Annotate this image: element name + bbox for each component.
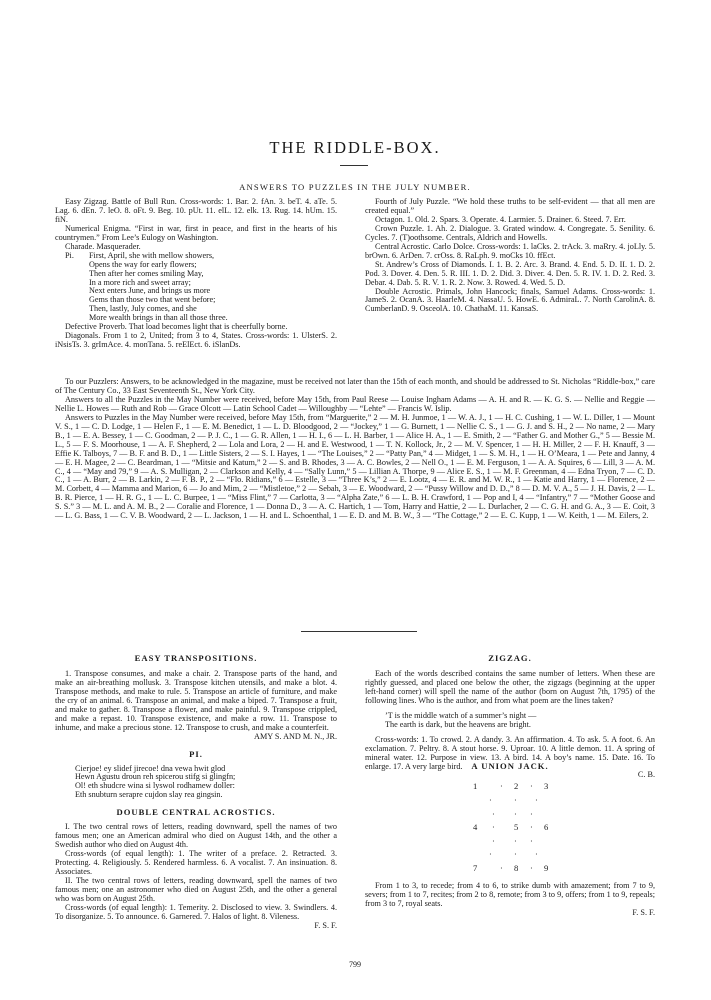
double-central-heading: DOUBLE CENTRAL ACROSTICS.	[116, 807, 276, 818]
double-central-crosswords-1: Cross-words (of equal length): 1. The writer of a preface. 2. Retracted. 3. Protecting. 4. Religiously. 5. Rendered harmless. 6. A vocalist. 7. An insinuation. 8. Associates.	[55, 849, 337, 877]
answer-double-acrostic: Double Acrostic. Primals, John Hancock; finals, Samuel Adams. Cross-words: 1. JameS. 2. OcanA. 3. HaarleM. 4. NassaU. 5. HowE. 6. AdmiraL. 7. North CarolinA. 8. CumberlanD. 9. OsceolA. 10. ChathaM. 11. KansaS.	[365, 286, 655, 314]
star-number-3: 3	[544, 781, 549, 791]
answer-defective-proverb: Defective Proverb. That load becomes light that is cheerfully borne.	[65, 322, 288, 332]
poem-line: Next enters June, and brings us more	[89, 286, 211, 296]
poem-line: Gems than those two that went before;	[89, 295, 216, 305]
notice-may-all-answers: Answers to all the Puzzles in the May Number were received, before May 15th, from Paul Reese — Louise Ingham Adams — A. H. and R. — K. G. S. — Nellie and Reggie — Nellie L. Howes — Ruth and Rob — Grace Olcott — Latin School Cadet — Willoughby — “Lehte” — Francis W. Islip.	[55, 394, 655, 413]
answer-central-acrostic: Central Acrostic. Carlo Dolce. Cross-words: 1. laCks. 2. trAck. 3. maRry. 4. joLly. 5. brOwn. 6. ArDen. 7. crOss. 8. RaLph. 9. moCks 10. ffEct.	[365, 241, 655, 260]
quote-line: ’T is the middle watch of a summer’s night —	[385, 710, 537, 720]
double-central-part-2: II. The two central rows of letters, reading downward, spell the names of two famous men; one an astronomer who died on August 25th, and the other a general who was born on August 25th.	[55, 876, 337, 903]
star-number-6: 6	[544, 822, 549, 832]
answer-fourth-of-july: Fourth of July Puzzle. “We hold these truths to be self-evident — that all men are created equal.”	[365, 197, 655, 215]
notice-may-answers: Answers to Puzzles in the May Number were received, before May 15th, from “Marguerite,” 2 — M. H. Junmoe, 1 — W. A. J., 1 — H. C. Cushing, 1 — W. L. Diller, 1 — Mount V. S., 1 — C. D. Lodge, 1 — Helen F., 1 — E. M. Benedict, 1 — L. D. Bloodgood, 2 — “Jockey,” 1 — G. Burnett, 1 — Nellie C. S., 1 — G. J. and S. H., 2 — No name, 2 — Mary B., 1 — E. A. Bessey, 1 — C. Goodman, 2 — P. J. C., 1 — G. R. Allen, 1 — H. I., 6 — L. H. Barber, 1 — Alice H. A., 1 — E. Smith, 2 — “Father G. and Mother G.,” 5 — Bessie M. L., 5 — F. S. Moorhouse, 1 — A. F. Shepherd, 2 — Lola and Lora, 2 — H. and E. Westwood, 1 — T. N. Kollock, Jr., 2 — M. V. Spencer, 1 — H. H. Miller, 2 — F. H. Knauff, 3 — Effie K. Talboys, 7 — B. F. and B. D., 1 — Little Sisters, 2 — S. I. Hayes, 1 — “The Louises,” 2 — “Patty Pan,” 4 — Midget, 1 — S. M. H., 1 — H. O’Meara, 1 — Pete and Janny, 4 — E. H. Magee, 2 — C. Beardman, 1 — “Mitsie and Katum,” 2 — S. and B. Rhodes, 3 — A. C. Bowles, 2 — Nell O., 1 — E. M. Ferguson, 1 — A. A. Squires, 6 — Lill, 3 — A. M. C., 4 — “May and 79,” 9 — A. S. Mulligan, 2 — Clarkson and Kelly, 4 — “Sally Lunn,” 5 — Lillian A. Thorpe, 9 — Alice E. S., 1 — M. F. Greenman, 4 — Edna Tryon, 7 — C. D. C., 1 — A. Burr, 2 — B. Larkin, 2 — F. B. P., 2 — “Flo. Ridians,” 6 — Estelle, 3 — “Three K’s,” 2 — E. Lootz, 4 — E. R. and M. W. R., 1 — Katie and Harry, 1 — Florence, 2 — M. Corbett, 4 — Mamma and Marion, 6 — Jo and Mim, 2 — “Mistletoe,” 2 — Sebah, 3 — E. Woodward, 2 — “Pussy Willow and D. D.,” 8 — D. M. V. A., 5 — J. H. Davis, 2 — L. B. R. Pierce, 1 — H. R. G., 1 — L. C. Burpee, 1 — “Miss Flint,” 7 — Carlotta, 3 — “Alpha Zate,” 6 — L. B. H. Crawford, 1 — Pop and I, 4 — “Infantry,” 7 — “Mother Goose and S. S.” 3 — M. L. and A. M. B., 2 — Coralie and Florence, 1 — Donna D., 3 — A. C. Hartich, 1 — Tom, Harry and Hattie, 2 — L. Durlacher, 2 — C. G. H. and G. A., 3 — E. Coit, 3 — L. G. Bass, 1 — C. V. B. Woodward, 2 — L. Jackson, 1 — H. and L. Schoenthal, 1 — E. D. and M. B. W., 3 — “The Cottage,” 2 — E. C. Kupp, 1 — W. Keith, 1 — M. Eilers, 2.	[55, 412, 655, 521]
answers-heading: ANSWERS TO PUZZLES IN THE JULY NUMBER.	[239, 182, 471, 192]
page-title: THE RIDDLE-BOX.	[269, 138, 441, 157]
union-jack-signature: F. S. F.	[632, 907, 655, 917]
pi-puzzle-lines	[55, 765, 337, 801]
poem-line: Then, lastly, July comes, and she	[89, 304, 197, 314]
title-rule	[340, 165, 368, 166]
answers-left-column	[55, 198, 337, 350]
star-number-5: 5	[514, 822, 519, 832]
transpositions-heading: EASY TRANSPOSITIONS.	[134, 653, 258, 663]
poem-line: Opens the way for early flowers;	[89, 259, 197, 269]
double-central-part-1: I. The two central rows of letters, reading downward, spell the names of two famous men; one an American admiral who died on August 14th, and the other a Swedish author who died on August 4th.	[55, 822, 337, 850]
answer-diagonals: Diagonals. From 1 to 2, United; from 3 to 4, States. Cross-words: 1. UlsterS. 2. iNsisTs. 3. grImAce. 4. monTana. 5. reElEct. 6. iSlanDs.	[55, 331, 337, 350]
poem-line: In a more rich and sweet array;	[89, 277, 191, 287]
double-central-crosswords-2: Cross-words (of equal length): 1. Temerity. 2. Disclosed to view. 3. Swindlers. 4. To disorganize. 5. To announce. 6. Garnered. 7. Halos of light. 8. Vileness.	[55, 902, 337, 921]
answer-crown-puzzle: Crown Puzzle. 1. Ah. 2. Dialogue. 3. Grated window. 4. Congregate. 5. Senility. 6. Cycles. 7. (T)oothsome. Centrals, Aldrich and Howells.	[365, 223, 655, 242]
zigzag-signature: C. B.	[637, 770, 655, 780]
union-jack-body: From 1 to 3, to recede; from 4 to 6, to strike dumb with amazement; from 7 to 9, severs; from 1 to 7, recites; from 2 to 8, remote; from 3 to 9, offers; from 1 to 9, repeals; from 3 to 7, royal seats.	[365, 881, 655, 908]
answer-numerical-enigma: Numerical Enigma. “First in war, first in peace, and first in the hearts of his countrymen.” From Lee’s Eulogy on Washington.	[55, 223, 337, 242]
double-central-signature: F. S. F.	[314, 920, 337, 930]
puzzles-left-column	[55, 654, 337, 931]
star-number-7: 7	[473, 863, 478, 873]
pi-line: Cierjoe! ey slidef jirecoe! dna vewa hwit glod	[75, 763, 226, 773]
union-jack-text	[365, 882, 655, 918]
magazine-page: THE RIDDLE-BOX. ANSWERS TO PUZZLES IN THE JULY NUMBER. Easy Zigzag. Battle of Bull Run. Cross-words: 1. Bar. 2. fAn. 3. beT. 4. aTe. 5. Lag. 6. dEn. 7. leO. 8. oFt. 9. Beg. 10. pUt. 11. elL. 12. elk. 13. Rug. 14. hUm. 15. fiN. Numerical Enigma. “First in war, first in peace, and first in the hearts of his countrymen.” From Lee’s Eulogy on Washington. Charade. Masquerader. Pi. First, April, she with mellow showers, Opens the way for early flowers; Then after her comes smiling May, In a more rich and sweet array; Next enters June, and brings us more Gems than those two that went before; Then, lastly, July comes, and she More wealth brings in than all those three. Defective Proverb. That load becomes light that is cheerfully borne. Diagonals. From 1 to 2, United; from 3 to 4, States. Cross-words: 1. UlsterS. 2. iNsisTs. 3. grImAce. 4. monTana. 5. reElEct. 6. iSlanDs. Fourth of July Puzzle. “We hold these truths to be self-evident — that all men are created equal.” Octagon. 1. Old. 2. Spars. 3. Operate. 4. Larmier. 5. Drainer. 6. Steed. 7. Err. Crown Puzzle. 1. Ah. 2. Dialogue. 3. Grated window. 4. Congregate. 5. Senility. 6. Cycles. 7. (T)oothsome. Centrals, Aldrich and Howells. Central Acrostic. Carlo Dolce. Cross-words: 1. laCks. 2. trAck. 3. maRry. 4. joLly. 5. brOwn. 6. ArDen. 7. crOss. 8. RaLph. 9. moCks 10. ffEct. St. Andrew’s Cross of Diamonds. I. 1. B. 2. Arc. 3. Brand. 4. End. 5. D. II. 1. D. 2. Pod. 3. Dover. 4. Den. 5. R. III. 1. D. 2. Did. 3. Diver. 4. Den. 5. R. IV. 1. D. 2. Red. 3. Debar. 4. Dab. 5. R. V. 1. R. 2. Now. 3. Rowed. 4. Wed. 5. D. Double Acrostic. Primals, John Hancock; finals, Samuel Adams. Cross-words: 1. JameS. 2. OcanA. 3. HaarleM. 4. NassaU. 5. HowE. 6. AdmiraL. 7. North CarolinA. 8. CumberlanD. 9. OsceolA. 10. ChathaM. 11. KansaS. To our Puzzlers: Answers, to be acknowledged in the magazine, must be received not later than the 15th of each month, and should be addressed to St. Nicholas “Riddle-box,” care of The Century Co., 33 East Seventeenth St., New York City. Answers to all the Puzzles in the May Number were received, before May 15th, from Paul Reese — Louise Ingham Adams — A. H. and R. — K. G. S. — Nellie and Reggie — Nellie L. Howes — Ruth and Rob — Grace Olcott — Latin School Cadet — Willoughby — “Lehte” — Francis W. Islip. Answers to Puzzles in the May Number were received, before May 15th, from “Marguerite,” 2 — M. H. Junmoe, 1 — W. A. J., 1 — H. C. Cushing, 1 — W. L. Diller, 1 — Mount V. S., 1 — C. D. Lodge, 1 — Helen F., 1 — E. M. Benedict, 1 — L. D. Bloodgood, 2 — “Jockey,” 1 — G. Burnett, 1 — Nellie C. S., 1 — G. J. and S. H., 2 — No name, 2 — Mary B., 1 — E. A. Bessey, 1 — C. Goodman, 2 — P. J. C., 1 — G. R. Allen, 1 — H. I., 6 — L. H. Barber, 1 — Alice H. A., 1 — E. Smith, 2 — “Father G. and Mother G.,” 5 — Bessie M. L., 5 — F. S. Moorhouse, 1 — A. F. Shepherd, 2 — Lola and Lora, 2 — H. and E. Westwood, 1 — T. N. Kollock, Jr., 2 — M. V. Spencer, 1 — H. H. Miller, 2 — F. H. Knauff, 3 — Effie K. Talboys, 7 — B. F. and B. D., 1 — Little Sisters, 2 — S. I. Hayes, 1 — “The Louises,” 2 — “Patty Pan,” 4 — Midget, 1 — S. M. H., 1 — H. O’Meara, 1 — Pete and Janny, 4 — E. H. Magee, 2 — C. Beardman, 1 — “Mitsie and Katum,” 2 — S. and B. Rhodes, 3 — A. C. Bowles, 2 — Nell O., 1 — E. M. Ferguson, 1 — A. A. Squires, 6 — Lill, 3 — A. M. C., 4 — “May and 79,” 9 — A. S. Mulligan, 2 — Clarkson and Kelly, 4 — “Sally Lunn,” 5 — Lillian A. Thorpe, 9 — Alice E. S., 1 — M. F. Greenman, 4 — Edna Tryon, 7 — C. D. C., 1 — A. Burr, 2 — B. Larkin, 2 — F. B. P., 2 — “Flo. Ridians,” 6 — Estelle, 3 — “Three K’s,” 2 — E. Lootz, 4 — E. R. and M. W. R., 1 — Katie and Harry, 1 — Florence, 2 — M. Corbett, 4 — Mamma and Marion, 6 — Jo and Mim, 2 — “Mistletoe,” 2 — Sebah, 3 — E. Woodward, 2 — “Pussy Willow and D. D.,” 8 — D. M. V. A., 5 — J. H. Davis, 2 — L. B. R. Pierce, 1 — H. R. G., 1 — L. C. Burpee, 1 — “Miss Flint,” 7 — Carlotta, 3 — “Alpha Zate,” 6 — L. B. H. Crawford, 1 — Pop and I, 4 — “Infantry,” 7 — “Mother Goose and S. S.” 3 — M. L. and A. M. B., 2 — Coralie and Florence, 1 — Donna D., 3 — A. C. Hartich, 1 — Tom, Harry and Hattie, 2 — L. Durlacher, 2 — C. G. H. and G. A., 3 — E. Coit, 3 — L. G. Bass, 1 — C. V. B. Woodward, 2 — L. Jackson, 1 — H. and L. Schoenthal, 1 — E. D. and M. B. W., 3 — “The Cottage,” 2 — E. C. Kupp, 1 — W. Keith, 1 — M. Eilers, 2. EASY TRANSPOSITIONS. 1. Transpose consumes, and make a chair. 2. Transpose parts of the hand, and make an air-breathing mollusk. 3. Transpose kitchen utensils, and make a blot. 4. Transpose methods, and make to rule. 5. Transpose an article of furniture, and make the cry of an animal. 6. Transpose an animal, and make a biped. 7. Transpose a fruit, and make to gather. 8. Transpose a flower, and make painful. 9. Transpose crippled, and make a repast. 10. Transpose existence, and make a row. 11. Transpose to inhume, and make a precious stone. 12. Transpose to crush, and make a counterfeit. AMY S. AND M. N., JR. PI. Cierjoe! ey slidef jirecoe! dna vewa hwit glod Hewn Agustu droun reh spicerou stifg si glingfn; Ol! eth shudcre wina si lyswol rodhamew doller: Eth snubturn serapre cujdon slay rea gingsin. DOUBLE CENTRAL ACROSTICS. I. The two central rows of letters, reading downward, spell the names of two famous men; one an American admiral who died on August 14th, and the other a Swedish author who died on August 4th. Cross-words (of equal length): 1. The writer of a preface. 2. Retracted. 3. Protecting. 4. Religiously. 5. Rendered harmless. 6. A vocalist. 7. An insinuation. 8. Associates. II. The two central rows of letters, reading downward, spell the names of two famous men; one an astronomer who died on August 25th, and the other a general who was born on August 25th. Cross-words (of equal length): 1. Temerity. 2. Disclosed to view. 3. Swindlers. 4. To disorganize. 5. To announce. 6. Garnered. 7. Halos of light. 8. Vileness. F. S. F. ZIGZAG. Each of the words described contains the same number of letters. When these are rightly guessed, and placed one below the other, the zigzags (beginning at the upper left-hand corner) will spell the name of the author (born on August 7th, 1795) of the following lines. Who is the author, and from what poem are the lines taken? ’T is the middle watch of a summer’s night — The earth is dark, but the heavens are bright. Cross-words: 1. To crowd. 2. A dandy. 3. An affirmation. 4. To ask. 5. A foot. 6. An exclamation. 7. Peltry. 8. A stout horse. 9. Uproar. 10. A little demon. 11. A spring of mineral water. 12. Purpose in view. 13. A bird. 14. A boy’s name. 15. Date. 16. To enlarge. 17. A very large bird. C. B. A UNION JACK. 1 · 2 · 3 · · · · · · 4 · 5 · 6 · · · · · · 7 · 8 · 9 From 1 to 3, to recede; from 4 to 6, to strike dumb with amazement; from 7 to 9, severs; from 1 to 7, recites; from 2 to 8, remote; from 3 to 9, offers; from 1 to 9, repeals; from 3 to 7, royal seats. F. S. F. 799	[55, 138, 655, 969]
star-number-9: 9	[544, 863, 549, 873]
poem-line: More wealth brings in than all those three.	[89, 313, 228, 323]
star-number-8: 8	[514, 863, 519, 873]
answer-zigzag: Easy Zigzag. Battle of Bull Run. Cross-words: 1. Bar. 2. fAn. 3. beT. 4. aTe. 5. Lag. 6. dEn. 7. leO. 8. oFt. 9. Beg. 10. pUt. 11. elL. 12. elk. 13. Rug. 14. hUm. 15. fiN.	[55, 197, 337, 224]
zigzag-quote	[365, 712, 655, 730]
pi-line: Ol! eth shudcre wina si lyswol rodhamew doller:	[75, 781, 235, 791]
pi-line: Eth snubturn serapre cujdon slay rea gingsin.	[75, 790, 223, 800]
pi-line: Hewn Agustu droun reh spicerou stifg si glingfn;	[75, 772, 236, 782]
zigzag-body: Each of the words described contains the same number of letters. When these are rightly guessed, and placed one below the other, the zigzags (beginning at the upper left-hand corner) will spell the name of the author (born on August 7th, 1795) of the following lines. Who is the author, and from what poem are the lines taken?	[365, 668, 655, 705]
transpositions-signature: AMY S. AND M. N., JR.	[254, 731, 337, 741]
notices-section	[55, 378, 655, 521]
page-number: 799	[349, 960, 361, 969]
notice-to-puzzlers: To our Puzzlers: Answers, to be acknowledged in the magazine, must be received not later than the 15th of each month, and should be addressed to St. Nicholas “Riddle-box,” care of The Century Co., 33 East Seventeenth St., New York City.	[55, 377, 655, 395]
answer-octagon: Octagon. 1. Old. 2. Spars. 3. Operate. 4. Larmier. 5. Drainer. 6. Steed. 7. Err.	[375, 214, 626, 224]
star-number-1: 1	[473, 781, 478, 791]
transpositions-body: 1. Transpose consumes, and make a chair. 2. Transpose parts of the hand, and make an air-breathing mollusk. 3. Transpose kitchen utensils, and make a blot. 4. Transpose methods, and make to rule. 5. Transpose an article of furniture, and make the cry of an animal. 6. Transpose an animal, and make a biped. 7. Transpose a fruit, and make to gather. 8. Transpose a flower, and make painful. 9. Transpose crippled, and make a repast. 10. Transpose existence, and make a row. 11. Transpose to inhume, and make a precious stone. 12. Transpose to crush, and make a counterfeit.	[55, 668, 337, 732]
poem-line: First, April, she with mellow showers,	[89, 250, 215, 260]
union-jack-heading: A UNION JACK.	[471, 761, 549, 771]
poem-line: Then after her comes smiling May,	[89, 268, 204, 278]
zigzag-crosswords: Cross-words: 1. To crowd. 2. A dandy. 3. An affirmation. 4. To ask. 5. A foot. 6. An exclamation. 7. Peltry. 8. A stout horse. 9. Uproar. 10. A little demon. 11. A spring of mineral water. 12. Purpose in view. 13. A bird. 14. A boy’s name. 15. Date. 16. To enlarge. 17. A very large bird.	[365, 734, 655, 771]
star-number-4: 4	[473, 822, 478, 832]
section-divider	[301, 631, 417, 632]
answer-pi-label: Pi.	[65, 250, 74, 260]
union-jack-section	[365, 762, 655, 771]
answer-pi-poem	[55, 252, 337, 324]
star-number-2: 2	[514, 781, 519, 791]
zigzag-heading: ZIGZAG.	[488, 653, 532, 663]
answers-right-column	[365, 198, 655, 314]
quote-line: The earth is dark, but the heavens are bright.	[385, 719, 531, 729]
pi-heading: PI.	[189, 748, 203, 759]
answer-charade: Charade. Masquerader.	[65, 241, 141, 251]
answer-st-andrews-cross: St. Andrew’s Cross of Diamonds. I. 1. B. 2. Arc. 3. Brand. 4. End. 5. D. II. 1. D. 2. Pod. 3. Dover. 4. Den. 5. R. III. 1. D. 2. Did. 3. Diver. 4. Den. 5. R. IV. 1. D. 2. Red. 3. Debar. 4. Dab. 5. R. V. 1. R. 2. Now. 3. Rowed. 4. Wed. 5. D.	[365, 259, 655, 287]
